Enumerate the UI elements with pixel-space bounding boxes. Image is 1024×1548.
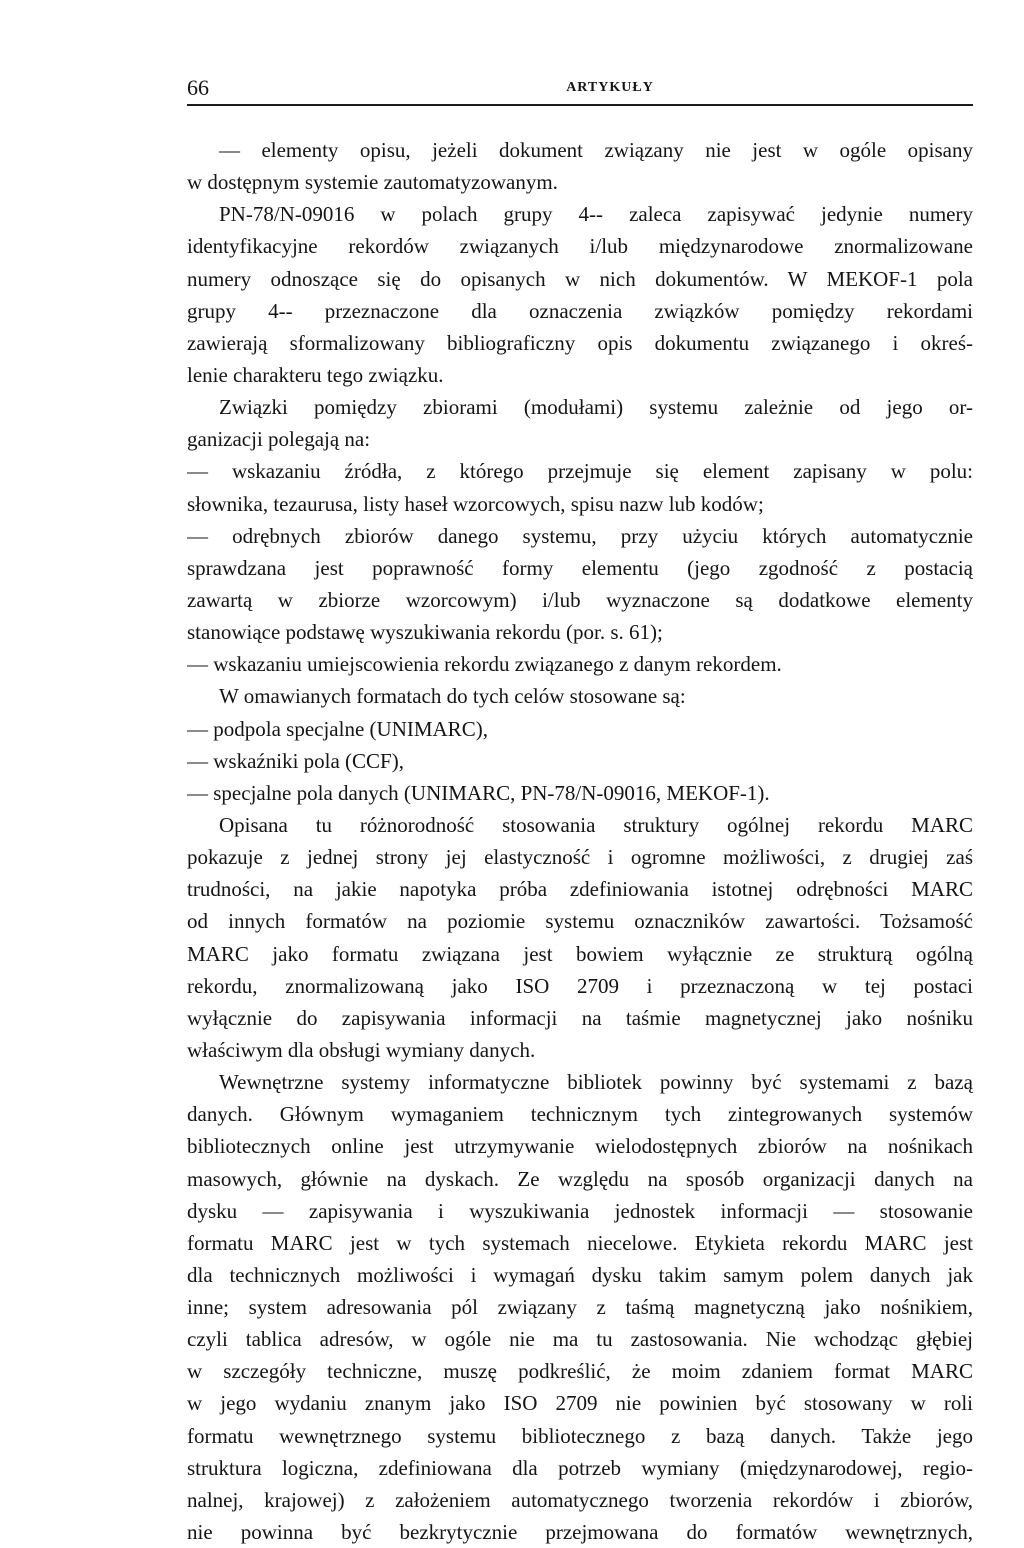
text-line: inne; system adresowania pól związany z taśmą magnetyczną jako nośnikiem, xyxy=(187,1295,973,1320)
text-line: PN-78/N-09016 w polach grupy 4-- zaleca zapisywać jedynie numery xyxy=(219,202,973,227)
text-line: identyfikacyjne rekordów związanych i/lub międzynarodowe znormalizowane xyxy=(187,234,973,259)
text-line: zawartą w zbiorze wzorcowym) i/lub wyznaczone są dodatkowe elementy xyxy=(187,587,973,612)
text-line: — podpola specjalne (UNIMARC), xyxy=(187,716,488,741)
text-line: MARC jako formatu związana jest bowiem wyłącznie ze strukturą ogólną xyxy=(187,941,973,966)
text-line: numery odnoszące się do opisanych w nich dokumentów. W MEKOF-1 pola xyxy=(187,266,973,291)
text-line: dysku — zapisywania i wyszukiwania jednostek informacji — stosowanie xyxy=(187,1198,973,1223)
text-line: — specjalne pola danych (UNIMARC, PN-78/N-09016, MEKOF-1). xyxy=(187,780,770,805)
body-text xyxy=(187,134,973,1548)
page-number: 66 xyxy=(187,75,209,100)
text-line: formatu wewnętrznego systemu bibliotecznego z bazą danych. Także jego xyxy=(187,1423,973,1448)
text-line: czyli tablica adresów, w ogóle nie ma tu zastosowania. Nie wchodząc głębiej xyxy=(187,1327,973,1352)
text-line: dla technicznych możliwości i wymagań dysku takim samym polem danych jak xyxy=(187,1262,973,1287)
text-line: pokazuje z jednej strony jej elastyczność i ogromne możliwości, z drugiej zaś xyxy=(187,845,973,870)
text-line: stanowiące podstawę wyszukiwania rekordu (por. s. 61); xyxy=(187,620,663,645)
text-line: grupy 4-- przeznaczone dla oznaczenia związków pomiędzy rekordami xyxy=(187,298,973,323)
text-line: bibliotecznych online jest utrzymywanie wielodostępnych zbiorów na nośnikach xyxy=(187,1134,973,1159)
text-line: zawierają sformalizowany bibliograficzny opis dokumentu związanego i okreś- xyxy=(187,330,973,355)
text-line: danych. Głównym wymaganiem technicznym tych zintegrowanych systemów xyxy=(187,1102,973,1127)
text-line: trudności, na jakie napotyka próba zdefiniowania istotnej odrębności MARC xyxy=(187,877,973,902)
text-line: — elementy opisu, jeżeli dokument związany nie jest w ogóle opisany xyxy=(219,138,973,162)
text-line: struktura logiczna, zdefiniowana dla potrzeb wymiany (międzynarodowej, regio- xyxy=(187,1455,973,1480)
text-line: słownika, tezaurusa, listy haseł wzorcowych, spisu nazw lub kodów; xyxy=(187,491,764,516)
text-line: — wskaźniki pola (CCF), xyxy=(187,748,404,773)
text-line: formatu MARC jest w tych systemach niecelowe. Etykieta rekordu MARC jest xyxy=(187,1230,973,1255)
text-line: wyłącznie do zapisywania informacji na taśmie magnetycznej jako nośniku xyxy=(187,1005,973,1030)
text-line: Opisana tu różnorodność stosowania struktury ogólnej rekordu MARC xyxy=(219,812,973,837)
text-line: — wskazaniu źródła, z którego przejmuje się element zapisany w polu: xyxy=(187,459,973,484)
text-line: w szczegóły techniczne, muszę podkreślić, że moim zdaniem format MARC xyxy=(187,1359,973,1384)
text-line: od innych formatów na poziomie systemu oznaczników zawartości. Tożsamość xyxy=(187,909,973,934)
text-line: sprawdzana jest poprawność formy elementu (jego zgodność z postacią xyxy=(187,555,973,580)
text-line: nalnej, krajowej) z założeniem automatycznego tworzenia rekordów i zbiorów, xyxy=(187,1487,973,1512)
text-line: — odrębnych zbiorów danego systemu, przy użyciu których automatycznie xyxy=(187,523,973,548)
text-line: — wskazaniu umiejscowienia rekordu związanego z danym rekordem. xyxy=(187,652,782,677)
text-line: lenie charakteru tego związku. xyxy=(187,362,444,387)
running-title: ARTYKUŁY xyxy=(566,80,654,95)
text-line: właściwym dla obsługi wymiany danych. xyxy=(187,1037,536,1062)
page-header xyxy=(187,74,973,106)
text-line: Wewnętrzne systemy informatyczne bibliotek powinny być systemami z bazą xyxy=(219,1070,973,1095)
text-line: ganizacji polegają na: xyxy=(187,427,371,452)
text-line: rekordu, znormalizowaną jako ISO 2709 i przeznaczoną w tej postaci xyxy=(187,973,973,998)
text-line: w dostępnym systemie zautomatyzowanym. xyxy=(187,170,558,195)
text-line: nie powinna być bezkrytycznie przejmowana do formatów wewnętrznych, xyxy=(187,1520,973,1545)
text-line: W omawianych formatach do tych celów stosowane są: xyxy=(219,684,686,709)
text-line: w jego wydaniu znanym jako ISO 2709 nie powinien być stosowany w roli xyxy=(187,1391,973,1416)
text-line: Związki pomiędzy zbiorami (modułami) systemu zależnie od jego or- xyxy=(219,395,973,420)
text-line: masowych, głównie na dyskach. Ze względu na sposób organizacji danych na xyxy=(187,1166,973,1191)
